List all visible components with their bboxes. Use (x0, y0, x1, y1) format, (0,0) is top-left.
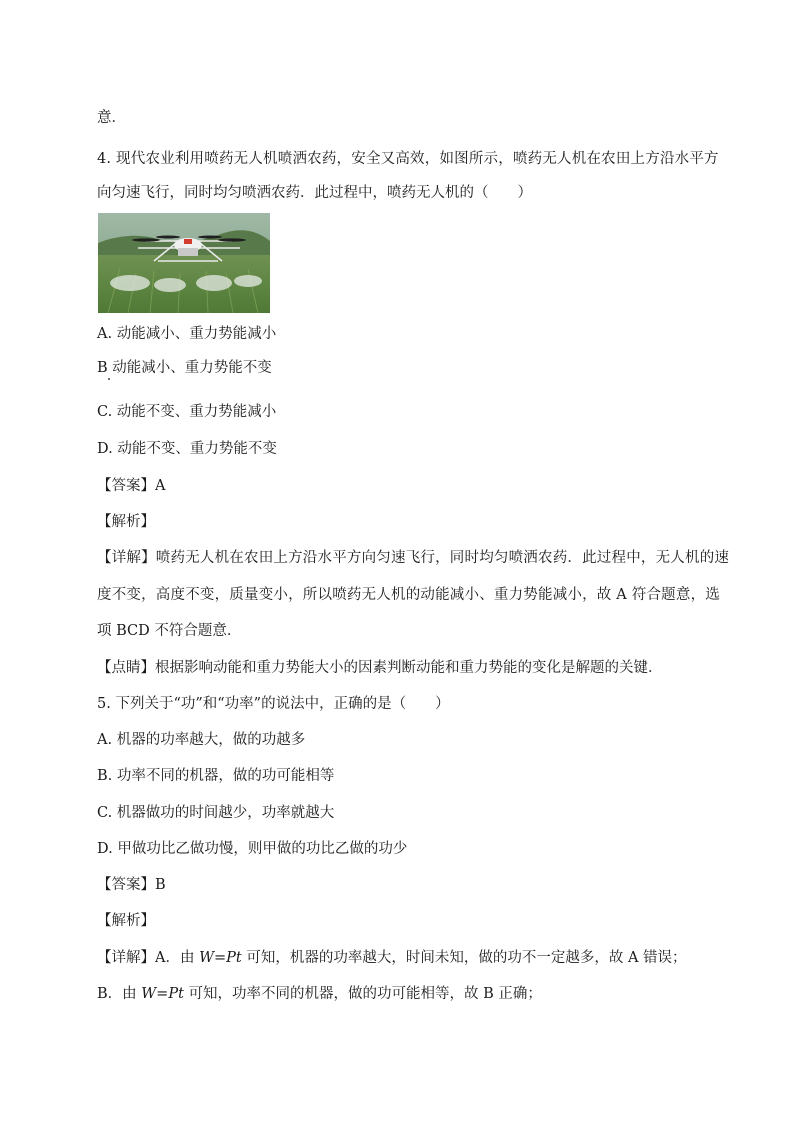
question-5-option-b: B. 功率不同的机器，做的功可能相等 (97, 768, 335, 784)
question-4-key-point: 【点睛】根据影响动能和重力势能大小的因素判断动能和重力势能的变化是解题的关键． (97, 660, 663, 676)
question-4-detail-line-1: 【详解】喷药无人机在农田上方沿水平方向匀速飞行，同时均匀喷洒农药．此过程中，无人机的速 (97, 550, 730, 566)
detail-text: 可知，机器的功率越大，时间未知，做的功不一定越多，故 A 错误； (241, 950, 687, 966)
stray-dot (108, 378, 110, 380)
question-5-option-a: A. 机器的功率越大，做的功越多 (97, 732, 306, 748)
question-5-stem: 5. 下列关于“功”和“功率”的说法中，正确的是（ ） (97, 696, 450, 712)
question-4-option-a: A. 动能减小、重力势能减小 (97, 326, 277, 342)
question-5-option-d: D. 甲做功比乙做功慢，则甲做的功比乙做的功少 (97, 841, 408, 857)
question-5-answer: 【答案】B (97, 877, 166, 893)
question-4-stem: 4. 现代农业利用喷药无人机喷洒农药，安全又高效，如图所示，喷药无人机在农田上方沿水平方 (97, 151, 719, 167)
question-5-analysis-heading: 【解析】 (97, 913, 155, 929)
drone-photo (98, 213, 270, 313)
question-4-answer: 【答案】A (97, 478, 166, 494)
formula-w-pt: W=Pt (199, 950, 242, 966)
question-4-option-c: C. 动能不变、重力势能减小 (97, 404, 277, 420)
question-5-detail-line-2 (97, 984, 542, 1004)
question-4-stem-cont: 向匀速飞行，同时均匀喷洒农药．此过程中，喷药无人机的（ ） (97, 185, 532, 201)
detail-prefix: 【详解】A．由 (97, 950, 200, 966)
formula-w-pt: W=Pt (141, 986, 184, 1002)
detail-prefix: B．由 (97, 986, 142, 1002)
text-line: 意． (97, 110, 126, 126)
question-5-option-c: C. 机器做功的时间越少，功率就越大 (97, 805, 335, 821)
question-4-option-d: D. 动能不变、重力势能不变 (97, 441, 277, 457)
question-5-detail-line-1 (97, 948, 687, 968)
detail-text: 可知，功率不同的机器，做的功可能相等，故 B 正确； (183, 986, 542, 1002)
question-4-detail-line-3: 项 BCD 不符合题意． (97, 623, 242, 639)
question-4-detail-line-2: 度不变，高度不变，质量变小，所以喷药无人机的动能减小、重力势能减小，故 A 符合题意，选 (97, 587, 720, 603)
question-4-analysis-heading: 【解析】 (97, 514, 155, 530)
question-4-option-b: B 动能减小、重力势能不变 (97, 360, 272, 376)
